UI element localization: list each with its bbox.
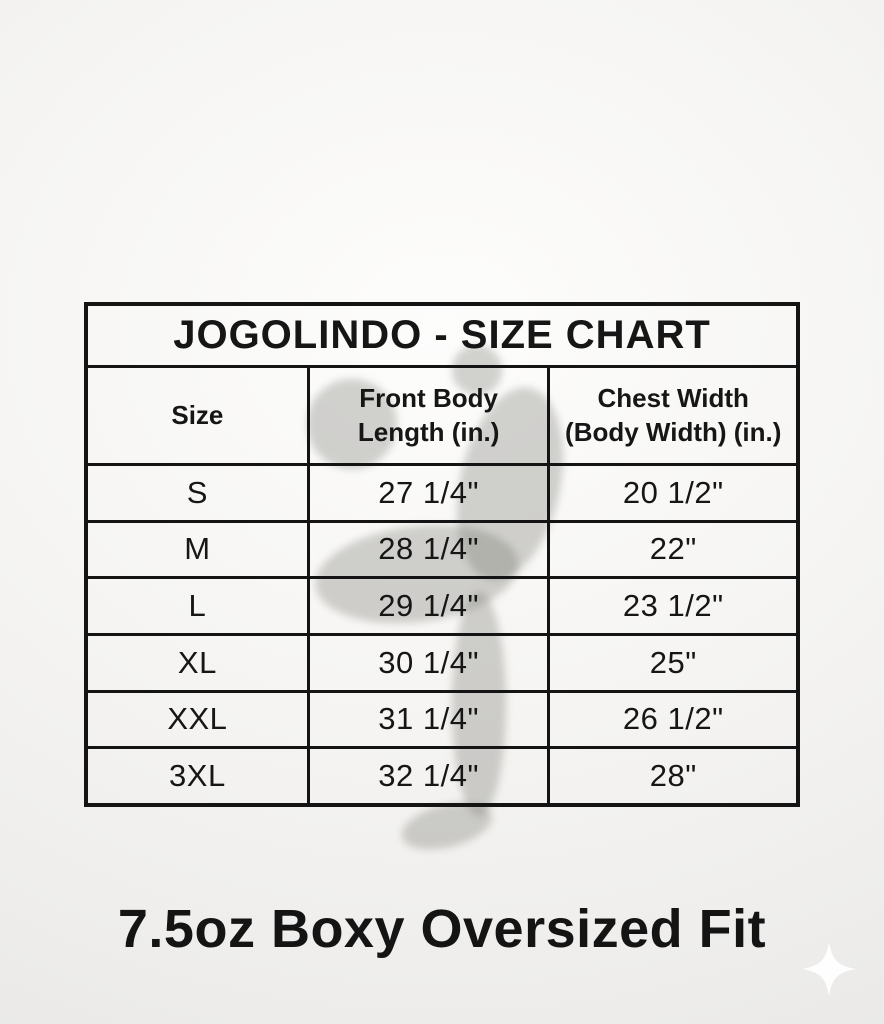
- table-cell-size: 3XL: [88, 746, 307, 803]
- size-chart-title-row: [88, 306, 796, 368]
- table-cell-length: 29 1/4": [307, 576, 548, 633]
- table-cell-width: 22": [547, 520, 796, 577]
- sparkle-icon: [802, 942, 856, 996]
- table-cell-length: 28 1/4": [307, 520, 548, 577]
- table-cell-width: 23 1/2": [547, 576, 796, 633]
- table-cell-length: 31 1/4": [307, 690, 548, 747]
- table-cell-width: 20 1/2": [547, 463, 796, 520]
- table-cell-width: 26 1/2": [547, 690, 796, 747]
- table-cell-width: 25": [547, 633, 796, 690]
- size-chart-grid: [88, 368, 796, 803]
- table-cell-size: L: [88, 576, 307, 633]
- table-cell-length: 30 1/4": [307, 633, 548, 690]
- column-header-size: Size: [171, 399, 224, 430]
- column-header-front-body-length: Front Body Length (in.): [307, 368, 548, 463]
- table-cell-size: XL: [88, 633, 307, 690]
- size-chart-table: [84, 302, 800, 807]
- column-header-chest-width: Chest Width (Body Width) (in.): [547, 368, 796, 463]
- table-cell-size: S: [88, 463, 307, 520]
- table-cell-size: M: [88, 520, 307, 577]
- fit-description: 7.5oz Boxy Oversized Fit: [117, 899, 767, 959]
- table-cell-width: 28": [547, 746, 796, 803]
- table-cell-length: 27 1/4": [307, 463, 548, 520]
- size-chart-title: JOGOLINDO - SIZE CHART: [173, 313, 711, 357]
- table-cell-size: XXL: [88, 690, 307, 747]
- table-cell-length: 32 1/4": [307, 746, 548, 803]
